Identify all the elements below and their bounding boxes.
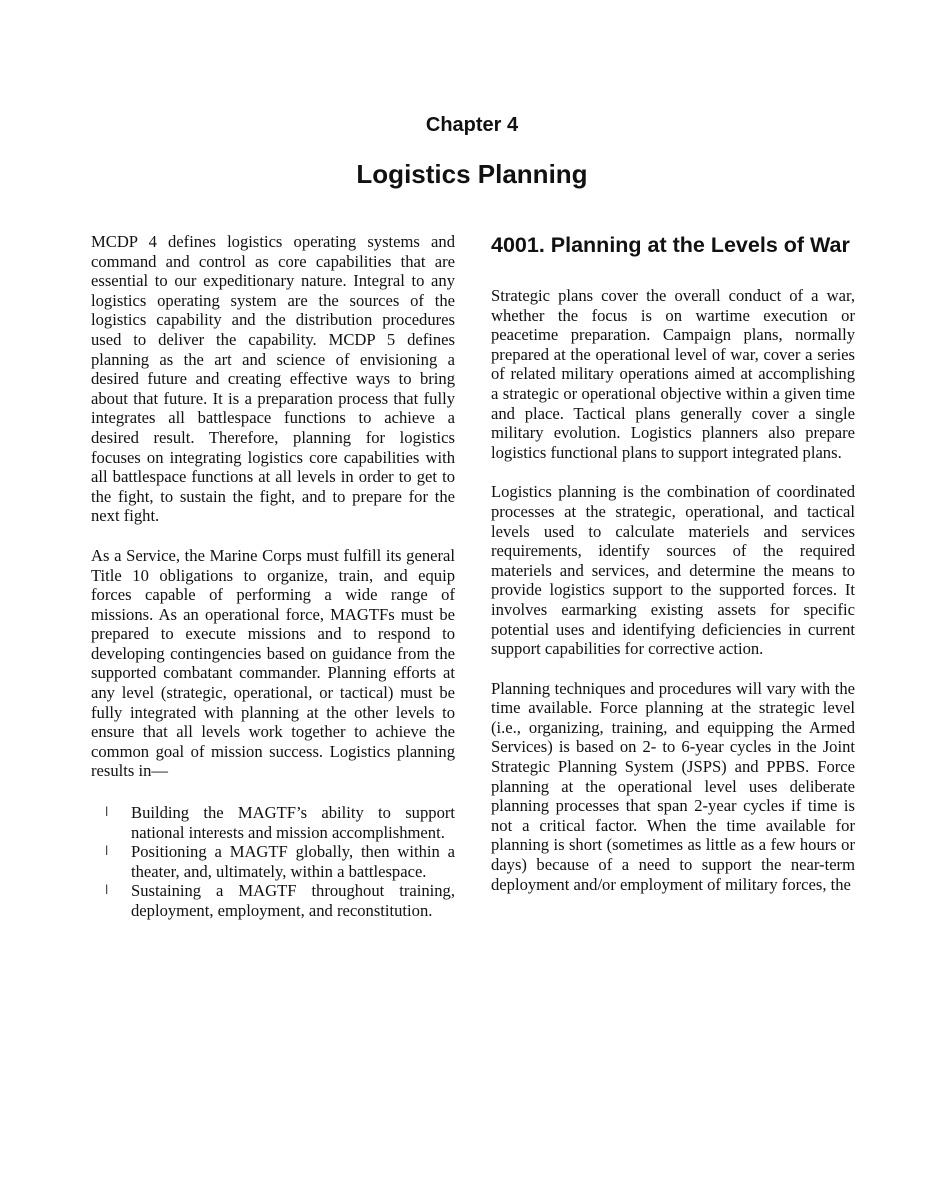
chapter-label: Chapter 4 xyxy=(425,114,519,136)
list-item xyxy=(91,803,455,842)
list-item xyxy=(91,881,455,920)
body-paragraph: As a Service, the Marine Corps must fulfill its general Title 10 obligations to organize, train, and equip forces capable of performing a wide range of missions. As an operational force, MAGTFs must be prepared to execute missions and to respond to developing contingencies based on guidance from the supported combatant commander. Planning efforts at any level (strategic, operational, or tactical) must be fully integrated with planning at the other levels to ensure that all levels work together to achieve the common goal of mission success. Logistics planning results in— xyxy=(91,545,455,781)
body-paragraph: Logistics planning is the combination of coordinated processes at the strategic, operational, and tactical levels used to calculate materiels and services requirements, identify sources of the required materiels and services, and determine the means to provide logistics support to the supported forces. It involves earmarking existing assets for specific potential uses and identifying deficiencies in current support capabilities for corrective action. xyxy=(491,482,855,659)
list-item-text: Building the MAGTF’s ability to support national interests and mission accomplishment. xyxy=(131,803,455,842)
body-paragraph: MCDP 4 defines logistics operating systems and command and control as core capabilities that are essential to our expeditionary nature. Integral to any logistics operating system are the sources of the logistics capability and the distribution procedures used to deliver the capability. MCDP 5 defines planning as the art and science of envisioning a desired future and creating effective ways to bring about that future. It is a preparation process that fully integrates all battlespace functions to achieve a desired result. Therefore, planning for logistics focuses on integrating logistics core capabilities with all battlespace functions at all levels in order to get to the fight, to sustain the fight, and to prepare for the next fight. xyxy=(91,232,455,526)
list-item-text: Positioning a MAGTF globally, then within a theater, and, ultimately, within a battlespace. xyxy=(131,842,455,881)
list-item-text: Sustaining a MAGTF throughout training, deployment, employment, and reconstitution. xyxy=(131,881,455,920)
bullet-marker: l xyxy=(105,805,109,820)
body-paragraph: Strategic plans cover the overall conduct of a war, whether the focus is on wartime execution or peacetime preparation. Campaign plans, normally prepared at the operational level of war, cover a series of related military operations aimed at accomplishing a strategic or operational objective within a given time and place. Tactical plans generally cover a single military evolution. Logistics planners also prepare logistics functional plans to support integrated plans. xyxy=(491,286,855,462)
section-heading: 4001. Planning at the Levels of War xyxy=(491,233,850,257)
bullet-list xyxy=(91,803,455,921)
bullet-marker: l xyxy=(105,844,109,859)
left-column xyxy=(91,232,455,921)
bullet-marker: l xyxy=(105,883,109,898)
right-column xyxy=(491,232,855,914)
list-item xyxy=(91,842,455,881)
body-paragraph: Planning techniques and procedures will vary with the time available. Force planning at the strategic level (i.e., organizing, training, and equipping the Armed Services) is based on 2- to 6-year cycles in the Joint Strategic Planning System (JSPS) and PPBS. Force planning at the operational level uses deliberate planning processes that span 2-year cycles if time is not a critical factor. When the time available for planning is short (sometimes as little as a few hours or days) because of a need to support the near-term deployment and/or employment of military forces, the xyxy=(491,678,855,894)
chapter-title: Logistics Planning xyxy=(356,159,588,189)
